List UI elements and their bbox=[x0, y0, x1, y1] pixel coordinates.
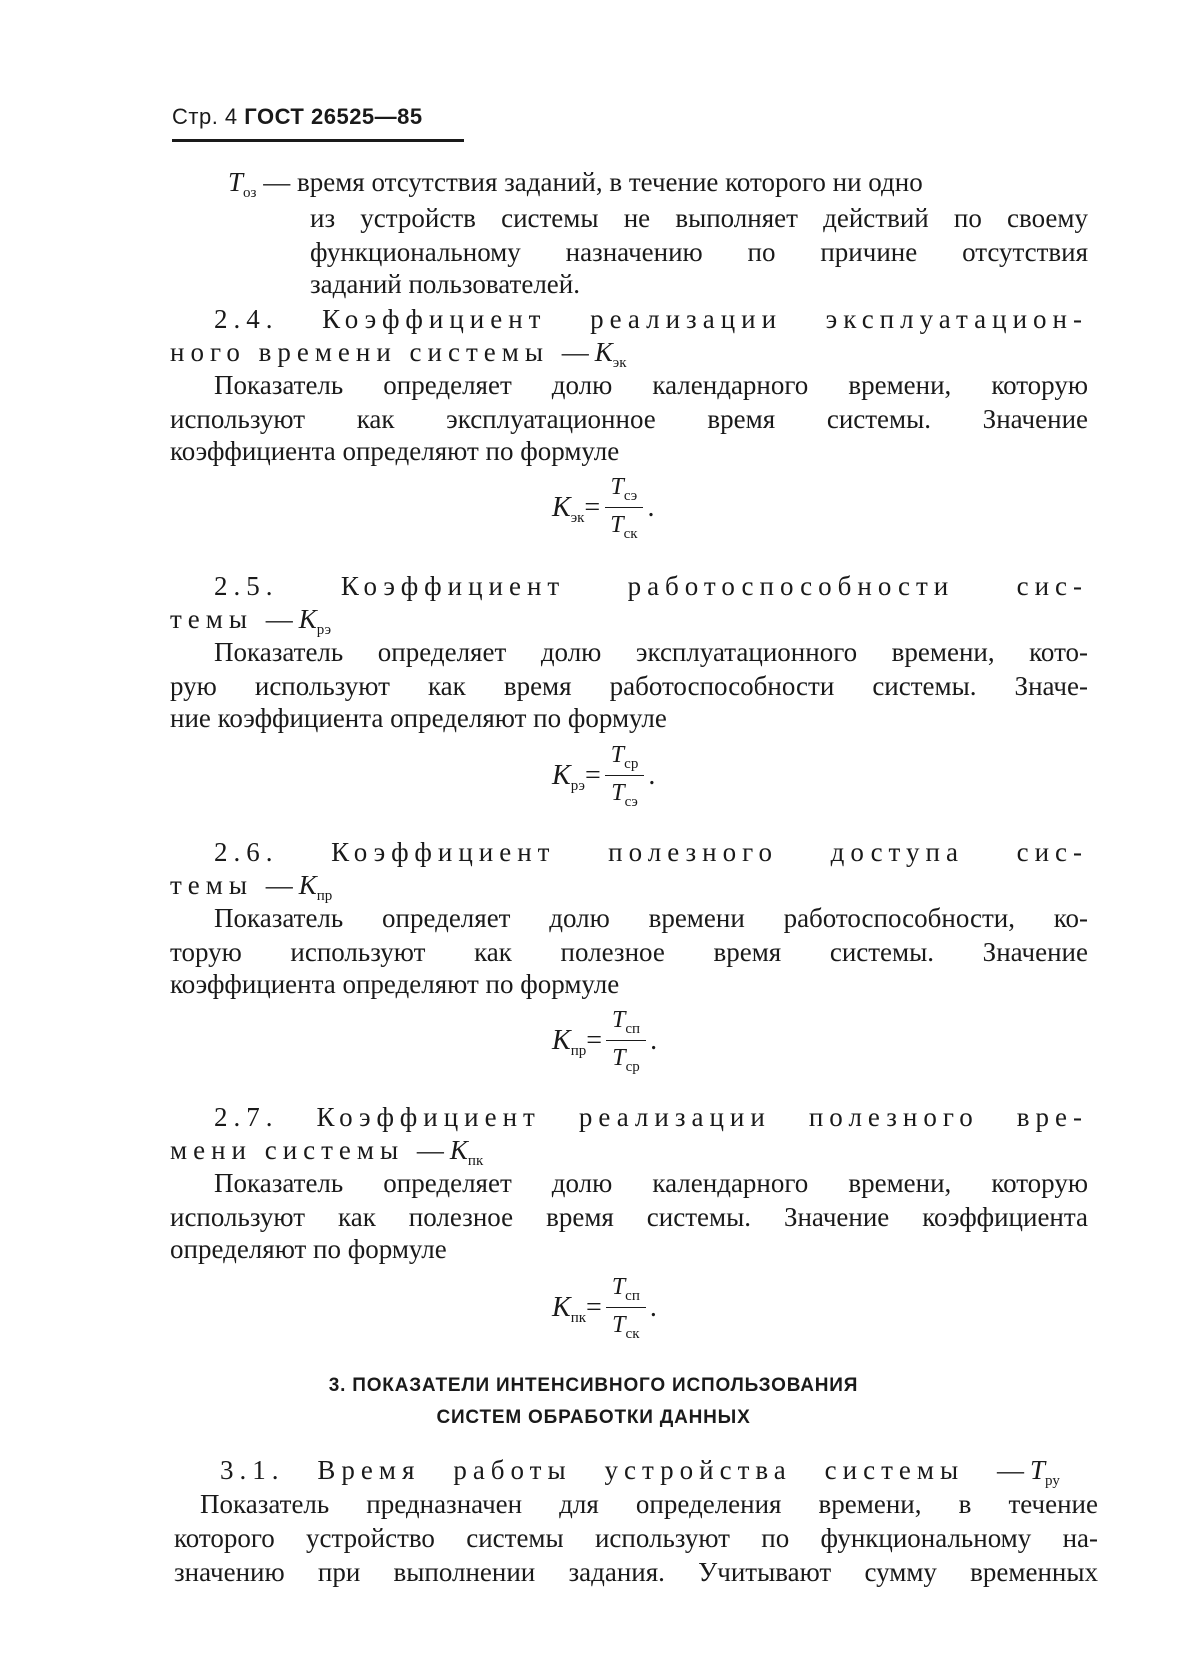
standard-number: ГОСТ 26525—85 bbox=[244, 104, 423, 129]
s27-heading-1: 2.7. Коэффициент реализации полезного вре- bbox=[214, 1102, 1088, 1132]
s26-text-3: коэффициента определяют по формуле bbox=[170, 969, 620, 999]
s27-heading-2: мени системы $—K_{пк}$ bbox=[170, 1135, 484, 1169]
s26-heading-2: темы $—K_{пр}$ bbox=[170, 870, 333, 904]
s25-text-1: Показатель определяет долю эксплуатационного времени, кото- bbox=[214, 637, 1088, 667]
header-divider bbox=[172, 139, 464, 142]
def-toz-line-4: заданий пользователей. bbox=[310, 269, 580, 299]
s26-formula: $K_{пр}$ = $\frac{T_{сп}}{T_{ср}}$ . bbox=[552, 1007, 658, 1075]
def-toz-line-1: $T_{оз}$ — время отсутствия заданий, в течение которого ни одно bbox=[228, 167, 923, 201]
s24-text-2: используют как эксплуатационное время системы. Значение bbox=[170, 404, 1088, 434]
page-header bbox=[172, 104, 423, 130]
s25-formula: $K_{рэ}$ = $\frac{T_{ср}}{T_{сэ}}$ . bbox=[552, 742, 656, 810]
s31-heading: 3.1. Время работы устройства системы $—T_{ру}$ bbox=[220, 1455, 1060, 1489]
s25-heading-1: 2.5. Коэффициент работоспособности сис- bbox=[214, 571, 1088, 601]
s24-heading-1: 2.4. Коэффициент реализации эксплуатацион- bbox=[214, 304, 1088, 334]
s31-text-3: значению при выполнении задания. Учитывают сумму временных bbox=[174, 1557, 1098, 1587]
s24-text-3: коэффициента определяют по формуле bbox=[170, 436, 620, 466]
s25-heading-2: темы $—K_{рэ}$ bbox=[170, 604, 332, 638]
s24-heading-2: ного времени системы $—K_{эк}$ bbox=[170, 337, 627, 371]
def-toz-symbol: $T_{оз}$ bbox=[228, 167, 257, 201]
s27-text-1: Показатель определяет долю календарного времени, которую bbox=[214, 1168, 1088, 1198]
s26-text-1: Показатель определяет долю времени работоспособности, ко- bbox=[214, 903, 1088, 933]
s27-text-3: определяют по формуле bbox=[170, 1234, 447, 1264]
s26-heading-1: 2.6. Коэффициент полезного доступа сис- bbox=[214, 837, 1088, 867]
s31-text-2: которого устройство системы используют по функциональному на- bbox=[174, 1523, 1098, 1553]
s24-formula: $K_{эк}$ = $\frac{T_{сэ}}{T_{ск}}$ . bbox=[552, 474, 655, 542]
s31-text-1: Показатель предназначен для определения времени, в течение bbox=[200, 1489, 1098, 1519]
section-3-title-2: СИСТЕМ ОБРАБОТКИ ДАННЫХ bbox=[436, 1407, 751, 1428]
section-3-title-1: 3. ПОКАЗАТЕЛИ ИНТЕНСИВНОГО ИСПОЛЬЗОВАНИЯ bbox=[328, 1375, 859, 1396]
s27-text-2: используют как полезное время системы. Значение коэффициента bbox=[170, 1202, 1088, 1232]
s27-formula: $K_{пк}$ = $\frac{T_{сп}}{T_{ск}}$ . bbox=[552, 1274, 657, 1342]
s24-text-1: Показатель определяет долю календарного времени, которую bbox=[214, 370, 1088, 400]
s25-text-2: рую используют как время работоспособности системы. Значе- bbox=[170, 671, 1088, 701]
s25-text-3: ние коэффициента определяют по формуле bbox=[170, 703, 667, 733]
page-label: Стр. 4 bbox=[172, 104, 238, 129]
s26-text-2: торую используют как полезное время системы. Значение bbox=[170, 937, 1088, 967]
def-toz-line-2: из устройств системы не выполняет действий по своему bbox=[310, 203, 1088, 233]
def-toz-line-3: функциональному назначению по причине отсутствия bbox=[310, 237, 1088, 267]
